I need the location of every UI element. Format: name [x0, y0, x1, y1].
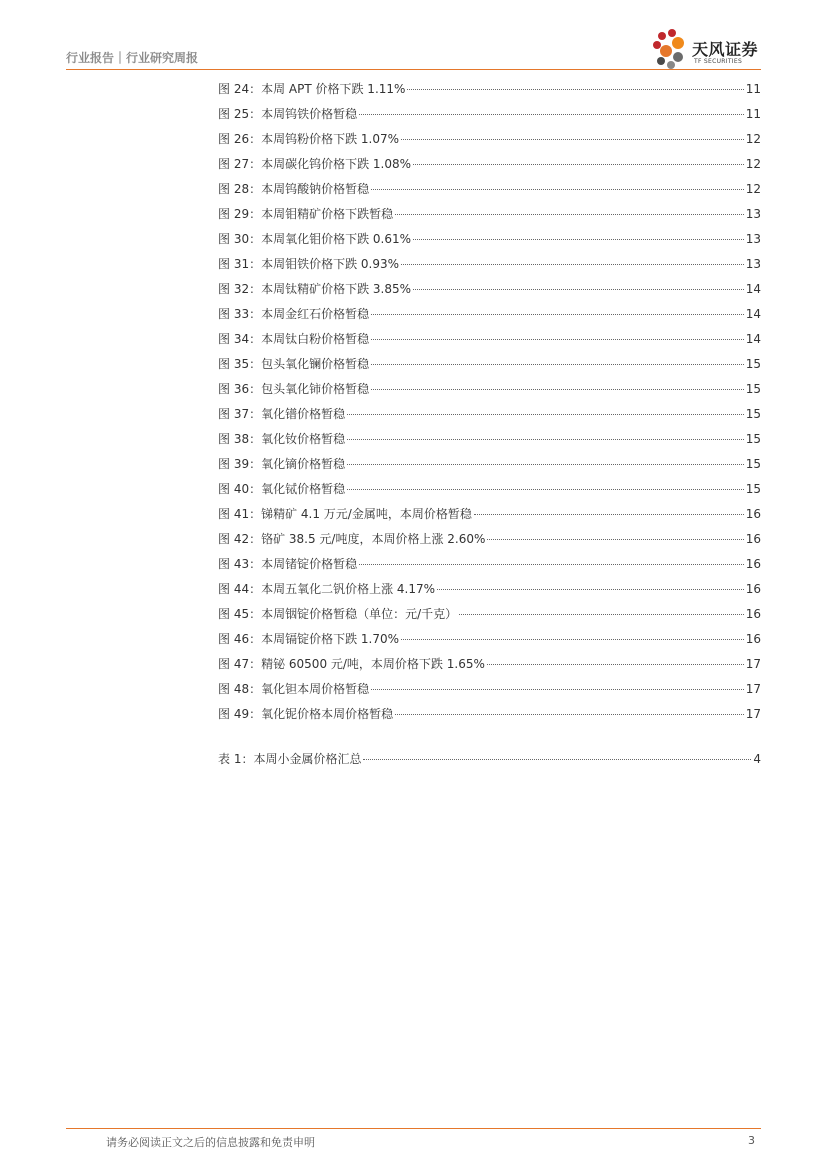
toc-entry-page: 15: [745, 482, 761, 496]
toc-figure-entry[interactable]: [218, 705, 761, 730]
toc-entry-page: 13: [745, 257, 761, 271]
toc-entry-label: 图 27：本周碳化钨价格下跌 1.08%: [218, 157, 412, 171]
toc-dot-leader: [371, 338, 744, 340]
toc-entry-label: 图 48：氧化钽本周价格暂稳: [218, 682, 370, 696]
toc-entry-page: 15: [745, 357, 761, 371]
toc-entry-label: 图 30：本周氧化钼价格下跌 0.61%: [218, 232, 412, 246]
toc-dot-leader: [371, 363, 744, 365]
toc-dot-leader: [371, 688, 744, 690]
toc-entry-label: 图 32：本周钛精矿价格下跌 3.85%: [218, 282, 412, 296]
toc-figure-entry[interactable]: [218, 480, 761, 505]
toc-figure-entry[interactable]: [218, 80, 761, 105]
toc-entry-page: 12: [745, 182, 761, 196]
toc-entry-label: 图 25：本周钨铁价格暂稳: [218, 107, 358, 121]
toc-section-gap: [218, 730, 761, 750]
toc-dot-leader: [437, 588, 744, 590]
toc-entry-label: 图 49：氧化铌价格本周价格暂稳: [218, 707, 394, 721]
toc-entry-label: 图 35：包头氧化镧价格暂稳: [218, 357, 370, 371]
company-logo: [650, 27, 765, 71]
toc-dot-leader: [371, 188, 744, 190]
toc-entry-label: 图 28：本周钨酸钠价格暂稳: [218, 182, 370, 196]
toc-entry-page: 14: [745, 307, 761, 321]
toc-dot-leader: [459, 613, 744, 615]
toc-figure-entry[interactable]: [218, 605, 761, 630]
toc-entry-label: 图 41：锑精矿 4.1 万元/金属吨，本周价格暂稳: [218, 507, 472, 521]
toc-entry-page: 16: [745, 507, 761, 521]
toc-figure-entry[interactable]: [218, 380, 761, 405]
tf-logo-icon: [650, 27, 692, 71]
toc-entry-page: 14: [745, 332, 761, 346]
logo-english-name: TF SECURITIES: [694, 58, 743, 65]
toc-entry-label: 图 33：本周金红石价格暂稳: [218, 307, 370, 321]
toc-entry-page: 13: [745, 207, 761, 221]
toc-entry-label: 图 36：包头氧化铈价格暂稳: [218, 382, 370, 396]
toc-entry-page: 16: [745, 582, 761, 596]
toc-figure-entry[interactable]: [218, 230, 761, 255]
toc-figure-entry[interactable]: [218, 680, 761, 705]
toc-entry-page: 15: [745, 407, 761, 421]
toc-entry-label: 表 1：本周小金属价格汇总: [218, 752, 362, 766]
toc-dot-leader: [359, 563, 744, 565]
toc-entry-label: 图 43：本周锗锭价格暂稳: [218, 557, 358, 571]
toc-entry-page: 16: [745, 557, 761, 571]
toc-figure-entry[interactable]: [218, 130, 761, 155]
toc-dot-leader: [371, 388, 744, 390]
toc-entry-page: 15: [745, 432, 761, 446]
toc-entry-label: 图 47：精铋 60500 元/吨，本周价格下跌 1.65%: [218, 657, 485, 671]
logo-name: 天风证券: [692, 40, 759, 59]
toc-figure-entry[interactable]: [218, 405, 761, 430]
table-of-contents: [218, 80, 761, 775]
toc-dot-leader: [347, 488, 744, 490]
toc-entry-page: 13: [745, 232, 761, 246]
toc-entry-page: 17: [745, 682, 761, 696]
toc-dot-leader: [413, 238, 744, 240]
toc-entry-label: 图 40：氧化铽价格暂稳: [218, 482, 346, 496]
toc-dot-leader: [401, 138, 744, 140]
toc-entry-label: 图 42：铬矿 38.5 元/吨度，本周价格上涨 2.60%: [218, 532, 486, 546]
toc-entry-label: 图 29：本周钼精矿价格下跌暂稳: [218, 207, 394, 221]
report-category: 行业报告｜行业研究周报: [66, 51, 199, 65]
toc-dot-leader: [347, 413, 744, 415]
toc-entry-label: 图 26：本周钨粉价格下跌 1.07%: [218, 132, 400, 146]
toc-figure-entry[interactable]: [218, 105, 761, 130]
toc-figure-entry[interactable]: [218, 155, 761, 180]
toc-dot-leader: [359, 113, 744, 115]
toc-dot-leader: [413, 163, 744, 165]
footer-disclaimer: 请务必阅读正文之后的信息披露和免责申明: [106, 1136, 315, 1149]
toc-dot-leader: [487, 663, 744, 665]
toc-entry-page: 15: [745, 457, 761, 471]
toc-entry-label: 图 34：本周钛白粉价格暂稳: [218, 332, 370, 346]
toc-figure-entry[interactable]: [218, 555, 761, 580]
toc-figure-entry[interactable]: [218, 205, 761, 230]
toc-figure-entry[interactable]: [218, 655, 761, 680]
toc-entry-label: 图 45：本周铟锭价格暂稳（单位：元/千克）: [218, 607, 458, 621]
toc-table-entry[interactable]: [218, 750, 761, 775]
toc-dot-leader: [407, 88, 743, 90]
toc-entry-page: 11: [745, 82, 761, 96]
toc-figure-entry[interactable]: [218, 280, 761, 305]
toc-entry-page: 12: [745, 132, 761, 146]
toc-dot-leader: [371, 313, 744, 315]
toc-entry-page: 15: [745, 382, 761, 396]
toc-entry-page: 17: [745, 707, 761, 721]
toc-entry-page: 16: [745, 607, 761, 621]
toc-dot-leader: [401, 638, 744, 640]
toc-dot-leader: [347, 438, 744, 440]
toc-figure-entry[interactable]: [218, 530, 761, 555]
toc-figure-entry[interactable]: [218, 305, 761, 330]
toc-figure-entry[interactable]: [218, 630, 761, 655]
toc-dot-leader: [401, 263, 744, 265]
toc-figure-entry[interactable]: [218, 255, 761, 280]
toc-entry-page: 14: [745, 282, 761, 296]
toc-entry-page: 16: [745, 532, 761, 546]
toc-entry-label: 图 39：氧化镝价格暂稳: [218, 457, 346, 471]
toc-dot-leader: [413, 288, 744, 290]
toc-figure-entry[interactable]: [218, 180, 761, 205]
toc-entry-page: 16: [745, 632, 761, 646]
toc-entry-page: 12: [745, 157, 761, 171]
toc-figure-entry[interactable]: [218, 330, 761, 355]
toc-entry-label: 图 46：本周镉锭价格下跌 1.70%: [218, 632, 400, 646]
page-number: 3: [748, 1134, 755, 1147]
toc-entry-page: 11: [745, 107, 761, 121]
toc-figure-entry[interactable]: [218, 505, 761, 530]
toc-entry-page: 17: [745, 657, 761, 671]
toc-dot-leader: [395, 713, 744, 715]
toc-dot-leader: [395, 213, 744, 215]
toc-entry-page: 4: [753, 752, 761, 766]
toc-dot-leader: [474, 513, 744, 515]
toc-dot-leader: [347, 463, 744, 465]
header-divider: [66, 69, 761, 70]
toc-dot-leader: [363, 758, 751, 760]
toc-dot-leader: [487, 538, 743, 540]
toc-entry-label: 图 24：本周 APT 价格下跌 1.11%: [218, 82, 406, 96]
toc-figure-entry[interactable]: [218, 580, 761, 605]
toc-figure-entry[interactable]: [218, 455, 761, 480]
toc-figure-entry[interactable]: [218, 430, 761, 455]
toc-entry-label: 图 44：本周五氧化二钒价格上涨 4.17%: [218, 582, 436, 596]
toc-entry-label: 图 31：本周钼铁价格下跌 0.93%: [218, 257, 400, 271]
toc-entry-label: 图 37：氧化镨价格暂稳: [218, 407, 346, 421]
footer-divider: [66, 1128, 761, 1129]
toc-figure-entry[interactable]: [218, 355, 761, 380]
toc-entry-label: 图 38：氧化钕价格暂稳: [218, 432, 346, 446]
